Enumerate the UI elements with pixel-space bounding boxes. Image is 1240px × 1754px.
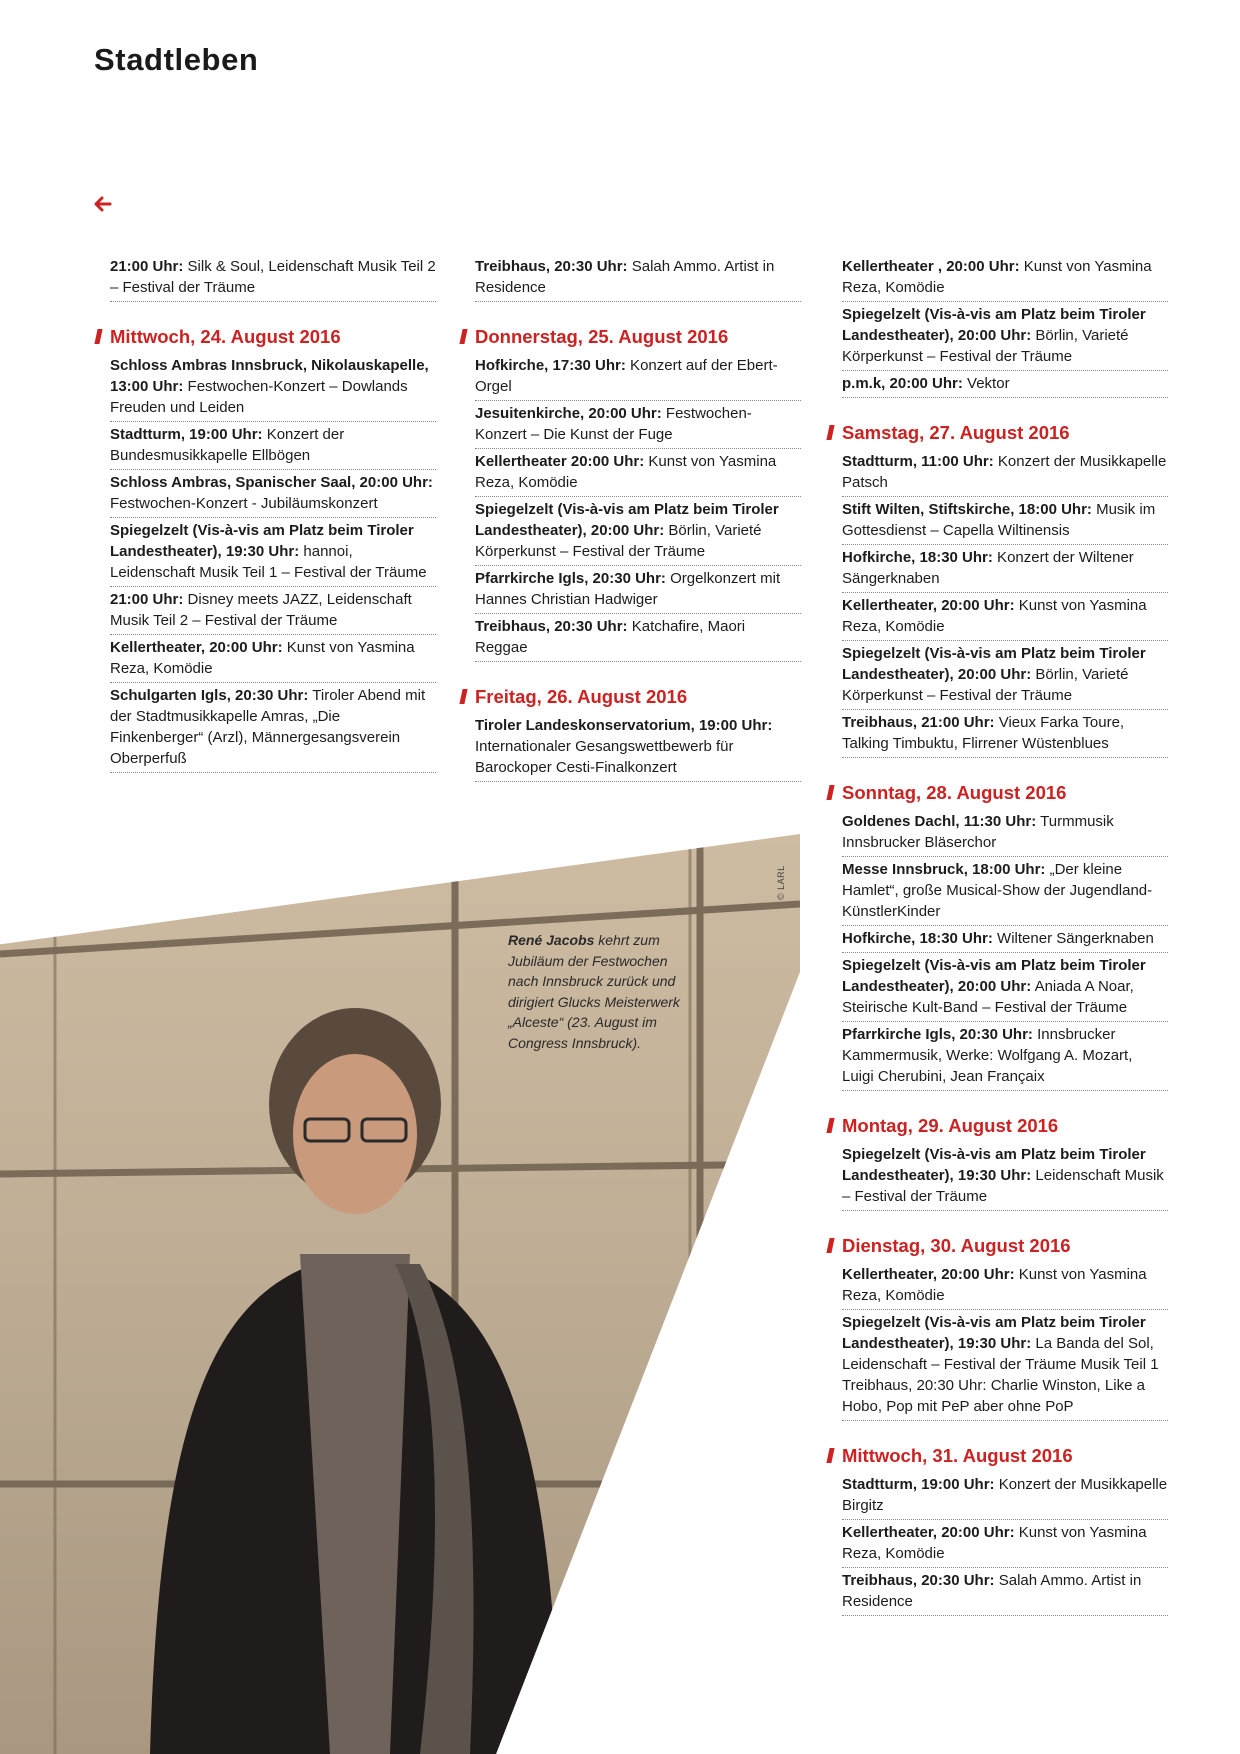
event-description: Silk & Soul, Leidenschaft Musik Teil 2 – Festival der Träume xyxy=(110,258,436,296)
event-venue-time: p.m.k, 20:00 Uhr: xyxy=(842,375,963,392)
event-entry xyxy=(110,683,436,773)
event-entry xyxy=(475,713,801,782)
day-block xyxy=(842,1233,1168,1421)
day-block xyxy=(842,254,1168,398)
event-venue-time: Pfarrkirche Igls, 20:30 Uhr: xyxy=(475,570,666,587)
day-block xyxy=(475,324,801,662)
event-description: Konzert der Musikkapelle Birgitz xyxy=(842,1476,1168,1514)
day-marker-icon xyxy=(826,1118,834,1133)
caption-text: kehrt zum Jubiläum der Festwochen nach Innsbruck zurück und dirigiert Glucks Meisterwerk „Alceste“ (23. August im Congress Innsbruck). xyxy=(508,932,680,1051)
event-venue-time: Stadtturm, 19:00 Uhr: xyxy=(110,426,263,443)
event-venue-time: Tiroler Landeskonservatorium, 19:00 Uhr: xyxy=(475,717,773,734)
event-venue-time: Schloss Ambras, Spanischer Saal, 20:00 Uhr: xyxy=(110,474,433,491)
schedule-column-1 xyxy=(110,254,436,795)
event-venue-time: Stadtturm, 19:00 Uhr: xyxy=(842,1476,995,1493)
event-description: Festwochen-Konzert – Die Kunst der Fuge xyxy=(475,405,752,443)
event-entry xyxy=(475,254,801,302)
photo-caption xyxy=(508,930,698,1053)
back-arrow-icon[interactable] xyxy=(94,196,112,212)
event-description: Konzert auf der Ebert-Orgel xyxy=(475,357,778,395)
day-marker-icon xyxy=(94,329,102,344)
event-entry xyxy=(842,641,1168,710)
event-entry xyxy=(110,422,436,470)
event-entry xyxy=(842,1310,1168,1421)
event-venue-time: Kellertheater , 20:00 Uhr: xyxy=(842,258,1020,275)
event-description: Festwochen-Konzert - Jubiläumskonzert xyxy=(110,495,378,512)
event-description: Disney meets JAZZ, Leidenschaft Musik Teil 2 – Festival der Träume xyxy=(110,591,412,629)
event-venue-time: 21:00 Uhr: xyxy=(110,591,184,608)
event-venue-time: Pfarrkirche Igls, 20:30 Uhr: xyxy=(842,1026,1033,1043)
day-title: Montag, 29. August 2016 xyxy=(842,1115,1059,1136)
event-description: Musik im Gottesdienst – Capella Wiltinensis xyxy=(842,501,1156,539)
event-venue-time: Spiegelzelt (Vis-à-vis am Platz beim Tiroler Landestheater), 20:00 Uhr: xyxy=(842,645,1146,683)
event-entry xyxy=(475,566,801,614)
event-entry xyxy=(842,809,1168,857)
event-description: Kunst von Yasmina Reza, Komödie xyxy=(475,453,777,491)
event-description: hannoi, Leidenschaft Musik Teil 1 – Festival der Träume xyxy=(110,543,427,581)
event-venue-time: Hofkirche, 18:30 Uhr: xyxy=(842,549,993,566)
event-venue-time: Spiegelzelt (Vis-à-vis am Platz beim Tiroler Landestheater), 19:30 Uhr: xyxy=(110,522,414,560)
event-venue-time: Hofkirche, 17:30 Uhr: xyxy=(475,357,626,374)
caption-name: René Jacobs xyxy=(508,932,595,948)
day-block xyxy=(475,684,801,782)
event-description: Salah Ammo. Artist in Residence xyxy=(475,258,775,296)
event-venue-time: Treibhaus, 20:30 Uhr: xyxy=(842,1572,995,1589)
event-description: Tiroler Abend mit der Stadtmusikkapelle Amras, „Die Finkenberger“ (Arzl), Männergesangsverein Oberperfuß xyxy=(110,687,426,767)
event-description: Konzert der Wiltener Sängerknaben xyxy=(842,549,1134,587)
event-description: Kunst von Yasmina Reza, Komödie xyxy=(842,1524,1147,1562)
event-venue-time: Spiegelzelt (Vis-à-vis am Platz beim Tiroler Landestheater), 19:30 Uhr: xyxy=(842,1314,1146,1352)
event-entry xyxy=(842,1262,1168,1310)
day-header xyxy=(842,1233,1168,1259)
day-block xyxy=(842,420,1168,758)
event-entry xyxy=(842,710,1168,758)
page-title: Stadtleben xyxy=(94,42,259,77)
event-venue-time: Messe Innsbruck, 18:00 Uhr: xyxy=(842,861,1046,878)
event-entry xyxy=(842,926,1168,953)
event-entry xyxy=(110,353,436,422)
event-description: Aniada A Noar, Steirische Kult-Band – Festival der Träume xyxy=(842,978,1134,1016)
event-entry xyxy=(110,518,436,587)
schedule-column-2 xyxy=(475,254,801,804)
day-header xyxy=(475,324,801,350)
event-description: Innsbrucker Kammermusik, Werke: Wolfgang A. Mozart, Luigi Cherubini, Jean Françaix xyxy=(842,1026,1133,1085)
event-description: Wiltener Sängerknaben xyxy=(992,930,1154,947)
event-description: Internationaler Gesangswettbewerb für Barockoper Cesti-Finalkonzert xyxy=(475,738,734,776)
event-entry xyxy=(475,497,801,566)
event-venue-time: Kellertheater, 20:00 Uhr: xyxy=(110,639,283,656)
day-header xyxy=(842,780,1168,806)
event-description: Vektor xyxy=(962,375,1010,392)
event-description: Börlin, Varieté Körperkunst – Festival der Träume xyxy=(842,666,1129,704)
event-description: Katchafire, Maori Reggae xyxy=(475,618,746,656)
day-block xyxy=(842,1113,1168,1211)
event-description: Vieux Farka Toure, Talking Timbuktu, Flirrener Wüstenblues xyxy=(842,714,1125,752)
day-title: Sonntag, 28. August 2016 xyxy=(842,782,1067,803)
day-header xyxy=(842,1443,1168,1469)
event-description: Kunst von Yasmina Reza, Komödie xyxy=(842,258,1152,296)
day-header xyxy=(110,324,436,350)
day-title: Donnerstag, 25. August 2016 xyxy=(475,326,729,347)
day-marker-icon xyxy=(459,689,467,704)
event-entry xyxy=(842,1142,1168,1211)
event-entry xyxy=(842,302,1168,371)
event-entry xyxy=(110,470,436,518)
event-entry xyxy=(110,635,436,683)
event-entry xyxy=(110,587,436,635)
event-venue-time: Stadtturm, 11:00 Uhr: xyxy=(842,453,994,470)
event-entry xyxy=(842,953,1168,1022)
event-venue-time: Kellertheater 20:00 Uhr: xyxy=(475,453,645,470)
day-block xyxy=(842,780,1168,1091)
day-title: Freitag, 26. August 2016 xyxy=(475,686,688,707)
event-description: La Banda del Sol, Leidenschaft – Festival der Träume Musik Teil 1 Treibhaus, 20:30 Uhr: Charlie Winston, Like a Hobo, Pop mit PeP aber ohne PoP xyxy=(842,1335,1159,1415)
day-header xyxy=(842,1113,1168,1139)
event-entry xyxy=(842,1022,1168,1091)
event-entry xyxy=(842,1520,1168,1568)
day-block xyxy=(842,1443,1168,1616)
day-title: Mittwoch, 24. August 2016 xyxy=(110,326,341,347)
event-entry xyxy=(842,371,1168,398)
event-entry xyxy=(475,614,801,662)
event-venue-time: Goldenes Dachl, 11:30 Uhr: xyxy=(842,813,1037,830)
event-venue-time: Spiegelzelt (Vis-à-vis am Platz beim Tiroler Landestheater), 20:00 Uhr: xyxy=(475,501,779,539)
event-entry xyxy=(842,857,1168,926)
day-header xyxy=(475,684,801,710)
event-venue-time: Hofkirche, 18:30 Uhr: xyxy=(842,930,993,947)
event-venue-time: Stift Wilten, Stiftskirche, 18:00 Uhr: xyxy=(842,501,1092,518)
event-venue-time: Spiegelzelt (Vis-à-vis am Platz beim Tiroler Landestheater), 20:00 Uhr: xyxy=(842,957,1146,995)
event-description: Kunst von Yasmina Reza, Komödie xyxy=(842,1266,1147,1304)
event-venue-time: Spiegelzelt (Vis-à-vis am Platz beim Tiroler Landestheater), 19:30 Uhr: xyxy=(842,1146,1146,1184)
event-description: „Der kleine Hamlet“, große Musical-Show der Jugendland-KünstlerKinder xyxy=(842,861,1153,920)
day-title: Samstag, 27. August 2016 xyxy=(842,422,1070,443)
event-entry xyxy=(842,1472,1168,1520)
day-block xyxy=(110,254,436,302)
event-entry xyxy=(475,401,801,449)
event-description: Orgelkonzert mit Hannes Christian Hadwiger xyxy=(475,570,781,608)
day-title: Dienstag, 30. August 2016 xyxy=(842,1235,1071,1256)
day-marker-icon xyxy=(826,425,834,440)
event-description: Börlin, Varieté Körperkunst – Festival der Träume xyxy=(475,522,762,560)
event-venue-time: Kellertheater, 20:00 Uhr: xyxy=(842,1524,1015,1541)
day-marker-icon xyxy=(826,1448,834,1463)
event-entry xyxy=(842,497,1168,545)
event-venue-time: Schulgarten Igls, 20:30 Uhr: xyxy=(110,687,309,704)
day-header xyxy=(842,420,1168,446)
event-entry xyxy=(842,545,1168,593)
event-description: Kunst von Yasmina Reza, Komödie xyxy=(110,639,415,677)
event-venue-time: Jesuitenkirche, 20:00 Uhr: xyxy=(475,405,662,422)
event-description: Konzert der Musikkapelle Patsch xyxy=(842,453,1167,491)
day-marker-icon xyxy=(459,329,467,344)
event-venue-time: Kellertheater, 20:00 Uhr: xyxy=(842,1266,1015,1283)
event-venue-time: Treibhaus, 20:30 Uhr: xyxy=(475,258,628,275)
day-marker-icon xyxy=(826,1238,834,1253)
event-entry xyxy=(842,254,1168,302)
event-entry xyxy=(110,254,436,302)
event-venue-time: Treibhaus, 20:30 Uhr: xyxy=(475,618,628,635)
event-description: Leidenschaft Musik – Festival der Träume xyxy=(842,1167,1164,1205)
event-venue-time: Treibhaus, 21:00 Uhr: xyxy=(842,714,995,731)
event-description: Turmmusik Innsbrucker Bläserchor xyxy=(842,813,1114,851)
event-description: Festwochen-Konzert – Dowlands Freuden und Leiden xyxy=(110,378,408,416)
event-entry xyxy=(842,593,1168,641)
event-description: Konzert der Bundesmusikkapelle Ellbögen xyxy=(110,426,345,464)
event-description: Börlin, Varieté Körperkunst – Festival der Träume xyxy=(842,327,1129,365)
event-venue-time: Spiegelzelt (Vis-à-vis am Platz beim Tiroler Landestheater), 20:00 Uhr: xyxy=(842,306,1146,344)
event-venue-time: 21:00 Uhr: xyxy=(110,258,184,275)
day-block xyxy=(110,324,436,773)
event-entry xyxy=(842,1568,1168,1616)
event-description: Kunst von Yasmina Reza, Komödie xyxy=(842,597,1147,635)
schedule-column-3 xyxy=(842,254,1168,1638)
event-entry xyxy=(842,449,1168,497)
day-title: Mittwoch, 31. August 2016 xyxy=(842,1445,1073,1466)
event-description: Salah Ammo. Artist in Residence xyxy=(842,1572,1142,1610)
event-venue-time: Kellertheater, 20:00 Uhr: xyxy=(842,597,1015,614)
event-entry xyxy=(475,353,801,401)
day-marker-icon xyxy=(826,785,834,800)
event-venue-time: Schloss Ambras Innsbruck, Nikolauskapelle, 13:00 Uhr: xyxy=(110,357,429,395)
day-block xyxy=(475,254,801,302)
photo-credit: © LARL xyxy=(776,865,786,900)
event-entry xyxy=(475,449,801,497)
